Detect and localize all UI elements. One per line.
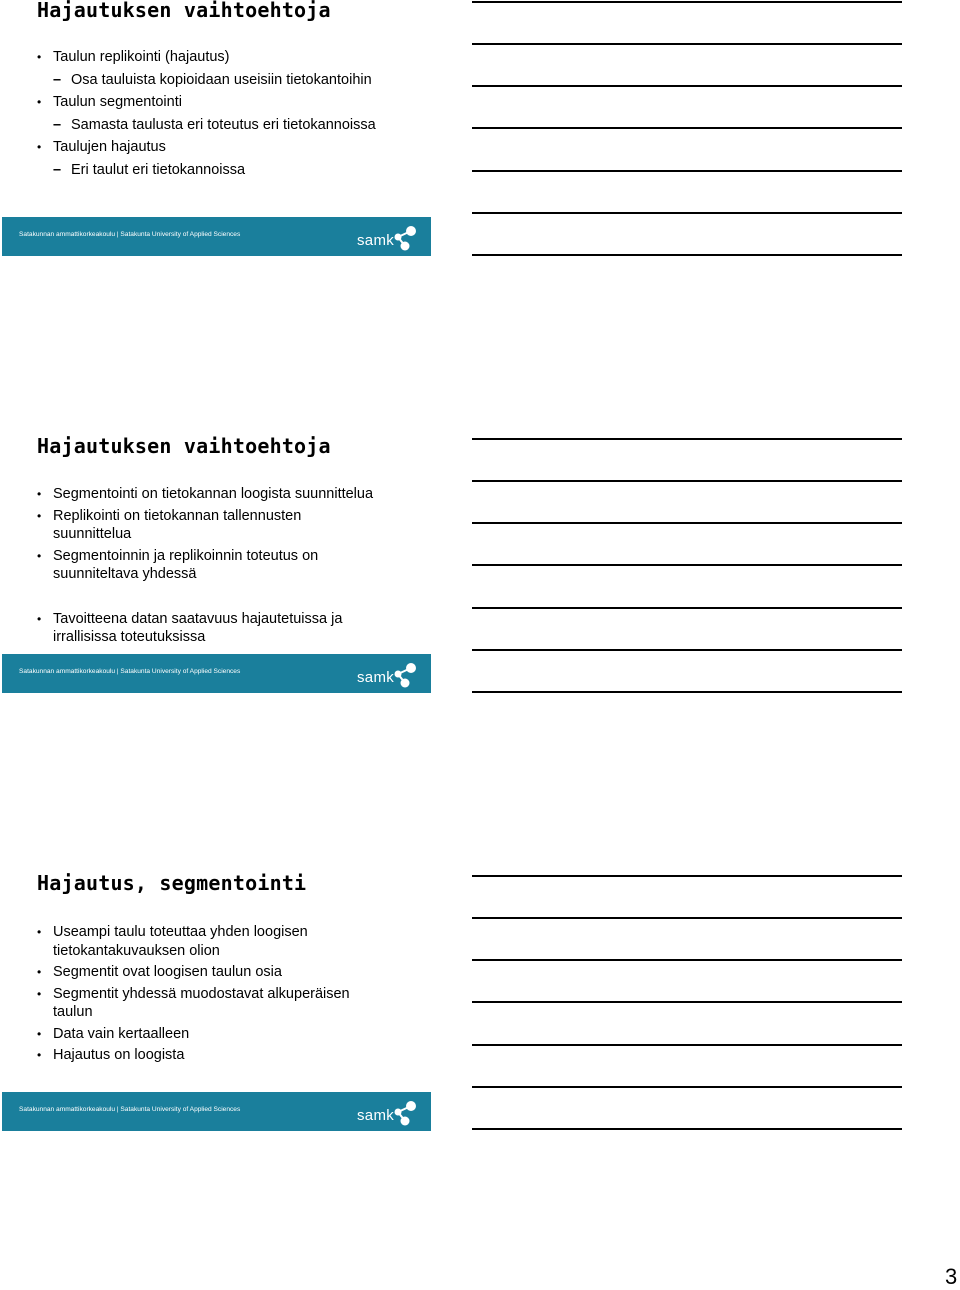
slide-1	[0, 0, 435, 260]
bullet-item: • Taulun replikointi (hajautus)	[37, 48, 437, 67]
bullet-item: • Hajautus on loogista	[37, 1046, 367, 1065]
note-line	[472, 170, 902, 172]
logo-wordmark: samk	[357, 669, 395, 686]
bullet-item: • Taulun segmentointi	[37, 93, 437, 112]
bullet-item: • Data vain kertaalleen	[37, 1025, 367, 1044]
bullet-item: • Segmentit yhdessä muodostavat alkuperäisen taulun	[37, 985, 373, 1022]
logo-dots-icon	[355, 1099, 421, 1127]
bullet-item: • Segmentointi on tietokannan loogista suunnittelua	[37, 485, 407, 504]
bullet-list	[37, 923, 367, 1065]
bullet-item: • Tavoitteena datan saatavuus hajautetuissa ja irrallisissa toteutuksissa	[37, 610, 363, 647]
note-line	[472, 875, 902, 877]
sub-bullet-item: – Samasta taulusta eri toteutus eri tietokannoissa	[37, 116, 437, 135]
samk-logo	[355, 1099, 421, 1127]
samk-logo	[355, 224, 421, 252]
note-line	[472, 522, 902, 524]
slide-title: Hajautuksen vaihtoehtoja	[37, 434, 331, 458]
logo-wordmark: samk	[357, 1107, 395, 1124]
note-line	[472, 1001, 902, 1003]
logo-dots-icon	[355, 661, 421, 689]
bullet-list	[37, 48, 437, 179]
note-line	[472, 1, 902, 3]
slide-3	[0, 871, 435, 1134]
logo-dots-icon	[355, 224, 421, 252]
bullet-item: • Replikointi on tietokannan tallennusten suunnittelua	[37, 507, 313, 544]
logo-wordmark: samk	[357, 232, 395, 249]
note-line	[472, 85, 902, 87]
samk-logo	[355, 661, 421, 689]
bullet-list	[37, 485, 407, 647]
footer-text: Satakunnan ammattikorkeakoulu | Satakunta University of Applied Sciences	[19, 1106, 241, 1113]
page-number: 3	[945, 1264, 958, 1289]
note-line	[472, 438, 902, 440]
note-line	[472, 607, 902, 609]
bullet-item: • Useampi taulu toteuttaa yhden loogisen tietokantakuvauksen olion	[37, 923, 343, 960]
note-line	[472, 564, 902, 566]
note-line	[472, 254, 902, 256]
note-line	[472, 649, 902, 651]
note-line	[472, 480, 902, 482]
sub-bullet-item: – Osa tauluista kopioidaan useisiin tietokantoihin	[37, 71, 437, 90]
sub-bullet-item: – Eri taulut eri tietokannoissa	[37, 161, 437, 180]
slide-footer	[2, 1092, 431, 1131]
bullet-item: • Taulujen hajautus	[37, 138, 437, 157]
slide-footer	[2, 654, 431, 693]
note-line	[472, 212, 902, 214]
note-line	[472, 1086, 902, 1088]
slide-2	[0, 434, 435, 697]
slide-title: Hajautuksen vaihtoehtoja	[37, 0, 331, 22]
note-line	[472, 1044, 902, 1046]
note-line	[472, 43, 902, 45]
note-line	[472, 691, 902, 693]
footer-text: Satakunnan ammattikorkeakoulu | Satakunta University of Applied Sciences	[19, 668, 241, 675]
bullet-item: • Segmentit ovat loogisen taulun osia	[37, 963, 367, 982]
footer-text: Satakunnan ammattikorkeakoulu | Satakunta University of Applied Sciences	[19, 231, 241, 238]
slide-title: Hajautus, segmentointi	[37, 871, 307, 895]
note-line	[472, 917, 902, 919]
slide-footer	[2, 217, 431, 256]
note-line	[472, 959, 902, 961]
note-line	[472, 1128, 902, 1130]
note-line	[472, 127, 902, 129]
bullet-item: • Segmentoinnin ja replikoinnin toteutus on suunniteltava yhdessä	[37, 547, 343, 584]
